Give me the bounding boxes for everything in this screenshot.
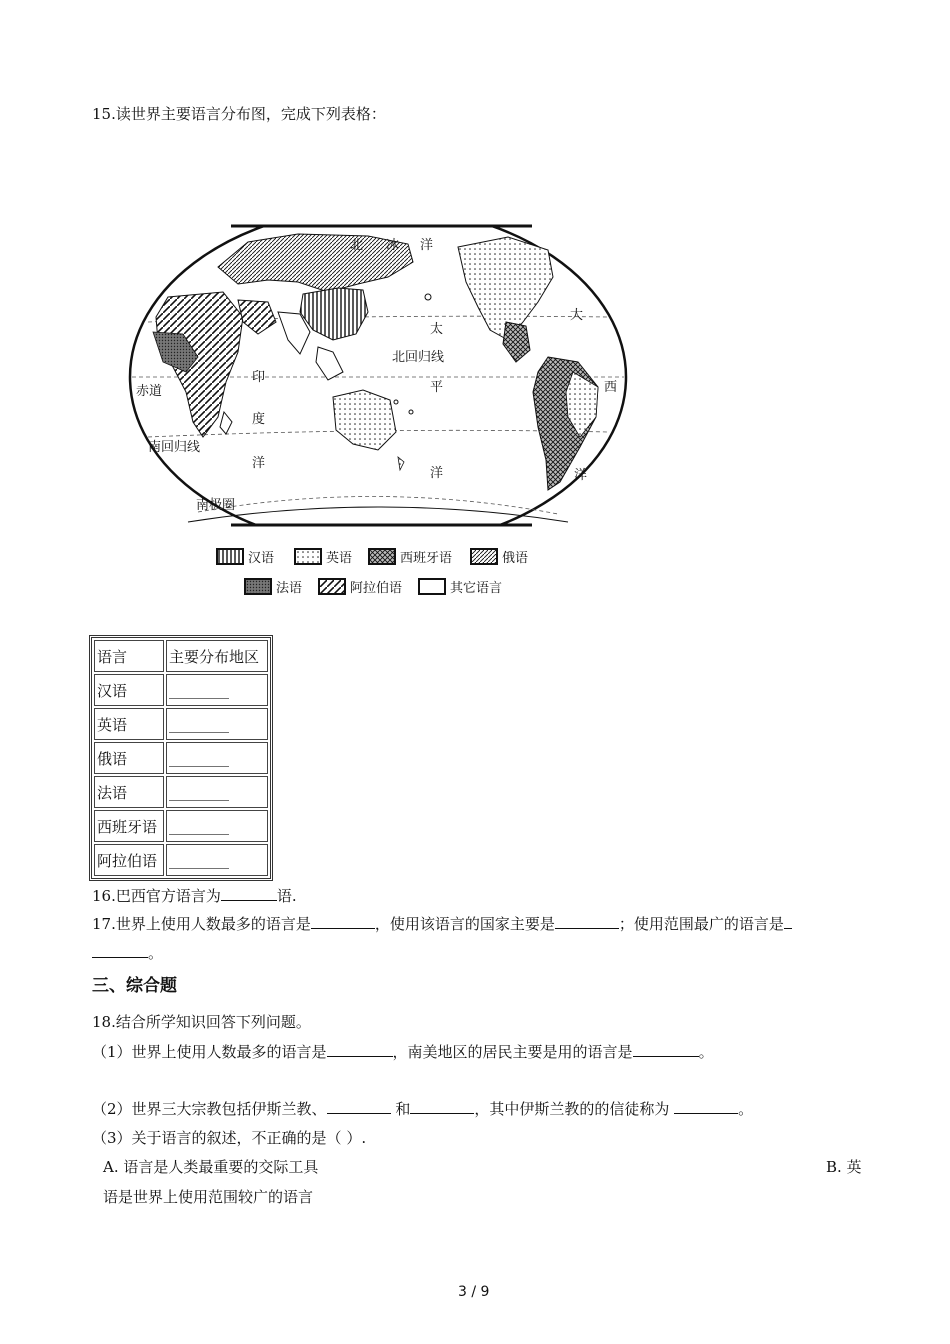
section-title: 三、综合题 xyxy=(92,976,177,996)
q18-sub1-a: （1）世界上使用人数最多的语言是 xyxy=(92,1043,327,1061)
map-label-pacific-3: 洋 xyxy=(430,466,444,481)
table-cell-answer[interactable]: ________ xyxy=(166,742,268,774)
option-a[interactable]: A. 语言是人类最重要的交际工具 xyxy=(103,1158,319,1176)
map-label-indian-3: 洋 xyxy=(252,456,266,471)
map-label-atlantic-3: 洋 xyxy=(574,468,588,483)
q18-sub1-b: ，南美地区的居民主要是用的语言是 xyxy=(392,1043,633,1061)
q17-part4: 。 xyxy=(148,944,164,962)
map-label-antarctic-circle: 南极圈 xyxy=(196,498,236,513)
map-label-arctic-3: 洋 xyxy=(420,238,434,253)
map-label-indian-1: 印 xyxy=(252,370,266,385)
q17-part3: ；使用范围最广的语言是 xyxy=(618,915,784,933)
question-17-continued xyxy=(92,942,163,963)
vertical-lines-icon xyxy=(216,548,244,565)
question-18-sub3: （3）关于语言的叙述，不正确的是（ ）. xyxy=(92,1129,367,1147)
q16-prefix: 16.巴西官方语言为 xyxy=(92,887,221,905)
crosshatch-icon xyxy=(368,548,396,565)
table-row xyxy=(94,708,268,740)
table-row xyxy=(94,844,268,876)
table-header-cell: 语言 xyxy=(94,640,164,672)
q17-part2: ，使用该语言的国家主要是 xyxy=(374,915,555,933)
table-cell-answer[interactable]: ________ xyxy=(166,776,268,808)
legend-label: 汉语 xyxy=(248,551,275,566)
table-row xyxy=(94,810,268,842)
legend-item-french xyxy=(244,577,302,596)
table-cell-answer[interactable]: ________ xyxy=(166,844,268,876)
answer-blank[interactable] xyxy=(784,914,792,929)
blank-swatch-icon xyxy=(418,578,446,595)
q18-sub2-d: 。 xyxy=(738,1100,754,1118)
table-row xyxy=(94,776,268,808)
question-17 xyxy=(92,913,792,934)
table-cell-language: 汉语 xyxy=(94,674,164,706)
legend-label: 法语 xyxy=(276,581,303,596)
answer-blank[interactable] xyxy=(92,943,148,958)
map-label-atlantic-2: 西 xyxy=(604,380,618,395)
q17-part1: 17.世界上使用人数最多的语言是 xyxy=(92,915,311,933)
q18-sub2-a: （2）世界三大宗教包括伊斯兰教、 xyxy=(92,1100,327,1118)
dots-icon xyxy=(294,548,322,565)
table-row xyxy=(94,742,268,774)
legend-item-english xyxy=(294,547,352,566)
question-16 xyxy=(92,885,297,906)
legend-item-arabic xyxy=(318,577,402,596)
language-table xyxy=(89,635,273,881)
q18-sub2-b: 和 xyxy=(390,1100,411,1118)
table-cell-answer[interactable]: ________ xyxy=(166,708,268,740)
answer-blank[interactable] xyxy=(410,1099,474,1114)
option-b-tail[interactable]: 语是世界上使用范围较广的语言 xyxy=(103,1188,314,1206)
table-header-row xyxy=(94,640,268,672)
table-header-cell: 主要分布地区 xyxy=(166,640,268,672)
world-language-map xyxy=(128,222,628,532)
legend-label: 其它语言 xyxy=(450,581,503,596)
q16-suffix: 语. xyxy=(276,887,297,905)
table-cell-language: 西班牙语 xyxy=(94,810,164,842)
answer-blank[interactable] xyxy=(327,1099,391,1114)
wide-diagonal-icon xyxy=(318,578,346,595)
table-cell-language: 法语 xyxy=(94,776,164,808)
map-label-arctic-1: 北 xyxy=(350,238,364,253)
answer-blank[interactable] xyxy=(633,1042,699,1057)
table-cell-answer[interactable]: ________ xyxy=(166,810,268,842)
q18-sub1-c: 。 xyxy=(698,1043,714,1061)
legend-item-russian xyxy=(470,547,528,566)
answer-blank[interactable] xyxy=(311,914,375,929)
map-label-indian-2: 度 xyxy=(252,412,266,427)
map-label-equator: 赤道 xyxy=(136,384,163,399)
legend-label: 西班牙语 xyxy=(400,551,453,566)
map-label-tropic-capricorn: 南回归线 xyxy=(148,440,201,455)
table-cell-language: 英语 xyxy=(94,708,164,740)
legend-item-spanish xyxy=(368,547,452,566)
option-b-head[interactable]: B. 英 xyxy=(826,1158,862,1176)
table-row xyxy=(94,674,268,706)
dark-dots-icon xyxy=(244,578,272,595)
question-18-sub2 xyxy=(92,1098,753,1119)
answer-blank[interactable] xyxy=(221,886,277,901)
map-label-tropic-cancer: 北回归线 xyxy=(392,350,445,365)
question-18-sub1 xyxy=(92,1041,714,1062)
question-15: 15.读世界主要语言分布图，完成下列表格： xyxy=(92,105,386,123)
table-cell-language: 俄语 xyxy=(94,742,164,774)
table-cell-answer[interactable]: ________ xyxy=(166,674,268,706)
legend-label: 俄语 xyxy=(502,551,529,566)
q18-sub2-c: ，其中伊斯兰教的的信徒称为 xyxy=(474,1100,675,1118)
legend-label: 阿拉伯语 xyxy=(350,581,403,596)
answer-blank[interactable] xyxy=(327,1042,393,1057)
world-map-graphic xyxy=(128,222,628,532)
diagonal-lines-icon xyxy=(470,548,498,565)
table-cell-language: 阿拉伯语 xyxy=(94,844,164,876)
answer-blank[interactable] xyxy=(674,1099,738,1114)
map-label-atlantic-1: 大 xyxy=(570,308,584,323)
legend-item-other xyxy=(418,577,502,596)
legend-label: 英语 xyxy=(326,551,353,566)
answer-blank[interactable] xyxy=(555,914,619,929)
map-label-pacific-2: 平 xyxy=(430,380,444,395)
legend-item-chinese xyxy=(216,547,274,566)
map-label-pacific-1: 太 xyxy=(430,322,444,337)
page-number: 3 / 9 xyxy=(458,1284,490,1300)
question-18-intro: 18.结合所学知识回答下列问题。 xyxy=(92,1013,311,1031)
map-label-arctic-2: 冰 xyxy=(386,238,400,253)
